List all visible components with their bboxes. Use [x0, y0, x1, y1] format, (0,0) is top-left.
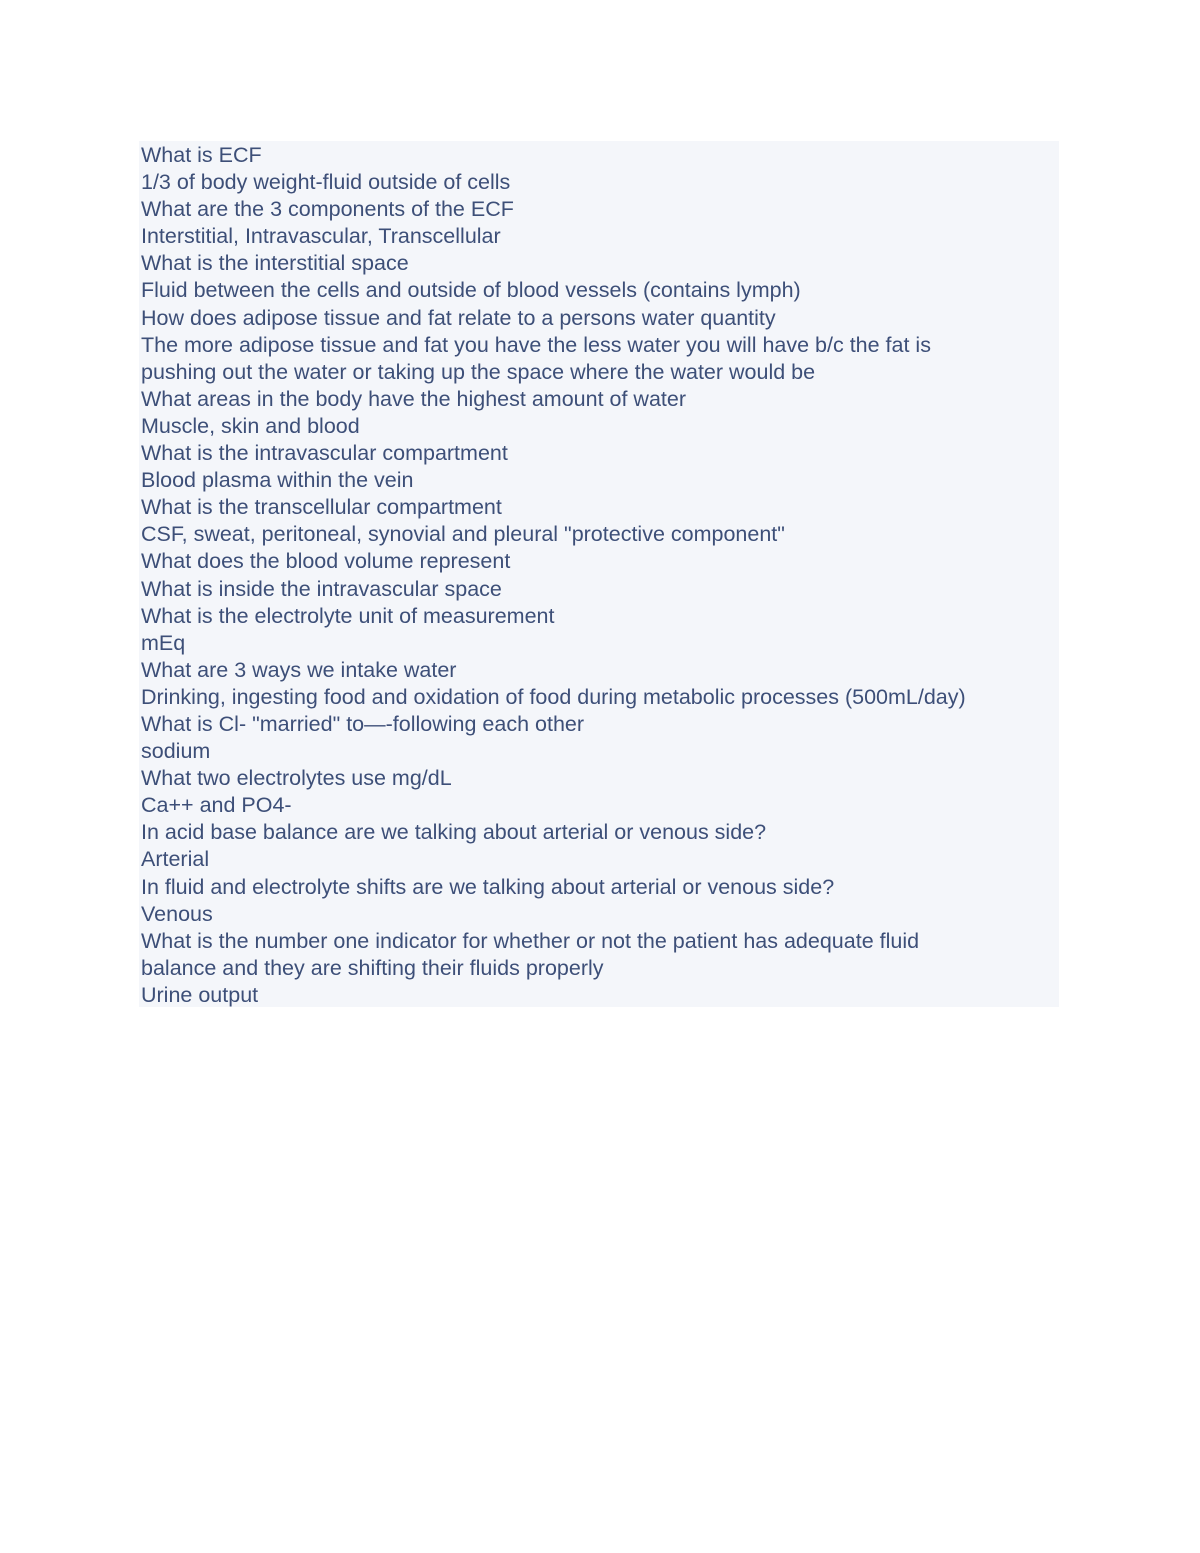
- text-line: What is the number one indicator for whether or not the patient has adequate fluid: [141, 928, 920, 953]
- text-block: [139, 141, 1059, 1007]
- text-line: balance and they are shifting their fluids properly: [141, 955, 604, 980]
- text-line: sodium: [141, 739, 211, 764]
- text-line: In acid base balance are we talking about arterial or venous side?: [141, 820, 767, 845]
- text-line: mEq: [141, 630, 186, 655]
- text-line: What are the 3 components of the ECF: [141, 197, 514, 222]
- text-line: What two electrolytes use mg/dL: [141, 766, 452, 791]
- text-line: What are 3 ways we intake water: [141, 657, 457, 682]
- text-line: How does adipose tissue and fat relate to a persons water quantity: [141, 305, 776, 330]
- text-line: Arterial: [141, 847, 210, 872]
- text-line: Interstitial, Intravascular, Transcellular: [141, 224, 501, 249]
- text-line: Blood plasma within the vein: [141, 468, 414, 493]
- text-line: In fluid and electrolyte shifts are we talking about arterial or venous side?: [141, 874, 835, 899]
- text-line: What is the transcellular compartment: [141, 495, 502, 520]
- text-line: What is the intravascular compartment: [141, 441, 508, 466]
- text-line: The more adipose tissue and fat you have the less water you will have b/c the fat is: [141, 332, 931, 357]
- text-line: Ca++ and PO4-: [141, 793, 292, 818]
- text-line: What is Cl- "married" to—-following each other: [141, 711, 585, 736]
- text-line: 1/3 of body weight-fluid outside of cells: [141, 170, 511, 195]
- text-line: Urine output: [141, 982, 259, 1007]
- text-line: What areas in the body have the highest amount of water: [141, 386, 686, 411]
- text-line: What does the blood volume represent: [141, 549, 511, 574]
- text-line: pushing out the water or taking up the space where the water would be: [141, 359, 816, 384]
- text-line: CSF, sweat, peritoneal, synovial and pleural "protective component": [141, 522, 785, 547]
- text-line: Fluid between the cells and outside of blood vessels (contains lymph): [141, 278, 801, 303]
- text-line: What is the electrolyte unit of measurement: [141, 603, 555, 628]
- text-line: What is the interstitial space: [141, 251, 409, 276]
- text-line: What is inside the intravascular space: [141, 576, 502, 601]
- text-line: Venous: [141, 901, 213, 926]
- text-line: Muscle, skin and blood: [141, 413, 360, 438]
- text-line: Drinking, ingesting food and oxidation of food during metabolic processes (500mL/day): [141, 684, 966, 709]
- text-line: What is ECF: [141, 143, 262, 167]
